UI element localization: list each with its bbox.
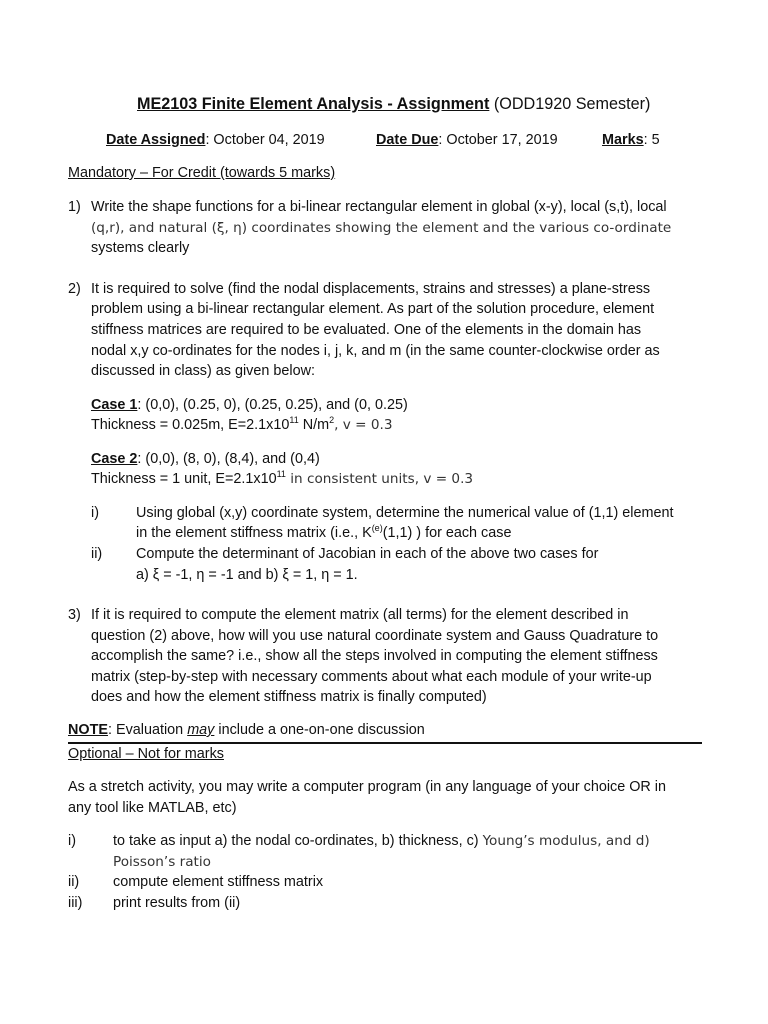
case-2-values: : (0,0), (8, 0), (8,4), and (0,4) xyxy=(137,451,320,467)
q3-number: 3) xyxy=(68,607,81,623)
q3-line-5: does and how the element stiffness matrix is finally computed) xyxy=(91,689,487,705)
q1-number: 1) xyxy=(68,199,81,215)
case-1-unit: N/m xyxy=(298,417,330,433)
q3-line-2: question (2) above, how will you use natural coordinate system and Gauss Quadrature to xyxy=(91,628,659,644)
note xyxy=(68,720,425,741)
case-2-label: Case 2 xyxy=(91,451,138,467)
q2-sub-i-superscript: (e) xyxy=(371,523,383,533)
case-2-exponent: 11 xyxy=(276,469,286,479)
date-due xyxy=(376,130,558,151)
optional-item-i xyxy=(113,831,650,852)
q3-line-3: accomplish the same? i.e., show all the steps involved in computing the element stiffness xyxy=(91,648,658,664)
case-1-coords xyxy=(91,395,408,416)
case-2-rest: in consistent units, v = 0.3 xyxy=(285,471,474,487)
section-divider xyxy=(68,742,702,744)
q2-line-3: stiffness matrices are required to be evaluated. One of the elements in the domain has xyxy=(91,322,642,338)
optional-line-1: As a stretch activity, you may write a computer program (in any language of your choice OR in xyxy=(68,779,667,795)
case-1-values: : (0,0), (0.25, 0), (0.25, 0.25), and (0, 0.25) xyxy=(137,397,408,413)
marks-value: : 5 xyxy=(643,132,660,148)
marks-label: Marks xyxy=(602,132,644,148)
q1-line-2: (q,r), and natural (ξ, η) coordinates showing the element and the various co-ordinate xyxy=(91,220,672,236)
date-due-label: Date Due xyxy=(376,132,439,148)
q2-sub-i-line-1: Using global (x,y) coordinate system, determine the numerical value of (1,1) element xyxy=(136,505,674,521)
optional-line-2: any tool like MATLAB, etc) xyxy=(68,800,237,816)
semester: (ODD1920 Semester) xyxy=(493,95,651,113)
q2-sub-i-number: i) xyxy=(91,505,99,521)
q1-line-3: systems clearly xyxy=(91,240,190,256)
q3-line-1: If it is required to compute the element matrix (all terms) for the element described in xyxy=(91,607,629,623)
page-title xyxy=(137,94,650,115)
optional-item-i-number: i) xyxy=(68,833,76,849)
q2-sub-ii-line-2: a) ξ = -1, η = -1 and b) ξ = 1, η = 1. xyxy=(136,567,358,583)
q2-line-4: nodal x,y co-ordinates for the nodes i, j, k, and m (in the same counter-clockwise order as xyxy=(91,343,660,359)
case-1-unit-exponent: 2 xyxy=(329,415,335,425)
case-2-coords xyxy=(91,449,320,470)
case-2-properties xyxy=(91,469,473,490)
q2-sub-ii-number: ii) xyxy=(91,546,103,562)
q2-sub-ii-line-1: Compute the determinant of Jacobian in each of the above two cases for xyxy=(136,546,599,562)
date-assigned-label: Date Assigned xyxy=(106,132,206,148)
q2-number: 2) xyxy=(68,281,81,297)
case-1-poisson: , v = 0.3 xyxy=(334,417,393,433)
q2-sub-i-text-b: (1,1) ) for each case xyxy=(382,525,512,541)
note-emphasis: may xyxy=(187,722,215,738)
q2-sub-i-line-2 xyxy=(136,523,511,544)
date-assigned xyxy=(106,130,325,151)
optional-item-ii-number: ii) xyxy=(68,874,80,890)
note-pre: : Evaluation xyxy=(107,722,188,738)
optional-heading: Optional – Not for marks xyxy=(68,746,224,762)
q2-line-1: It is required to solve (find the nodal displacements, strains and stresses) a plane-stress xyxy=(91,281,651,297)
optional-item-ii: compute element stiffness matrix xyxy=(113,874,324,890)
q1-line-1: Write the shape functions for a bi-linear rectangular element in global (x-y), local (s,t), local xyxy=(91,199,667,215)
marks xyxy=(602,130,660,151)
optional-item-i-text: to take as input a) the nodal co-ordinates, b) thickness, c) xyxy=(113,833,483,849)
optional-item-iii-number: iii) xyxy=(68,895,83,911)
q2-sub-i-text-a: in the element stiffness matrix (i.e., K xyxy=(136,525,372,541)
date-due-value: : October 17, 2019 xyxy=(438,132,558,148)
mandatory-heading: Mandatory – For Credit (towards 5 marks) xyxy=(68,165,336,181)
optional-item-i-cont: Poisson’s ratio xyxy=(113,854,211,870)
optional-item-i-alt: Young’s modulus, and d) xyxy=(482,833,650,849)
optional-item-iii: print results from (ii) xyxy=(113,895,241,911)
date-assigned-value: : October 04, 2019 xyxy=(205,132,325,148)
course-title: ME2103 Finite Element Analysis - Assignment xyxy=(137,95,490,113)
note-label: NOTE xyxy=(68,722,108,738)
q2-line-5: discussed in class) as given below: xyxy=(91,363,315,379)
case-1-thickness: Thickness = 0.025m, E=2.1x10 xyxy=(91,417,290,433)
case-1-label: Case 1 xyxy=(91,397,138,413)
note-post: include a one-on-one discussion xyxy=(214,722,425,738)
case-2-thickness: Thickness = 1 unit, E=2.1x10 xyxy=(91,471,277,487)
q2-line-2: problem using a bi-linear rectangular element. As part of the solution procedure, element xyxy=(91,301,655,317)
case-1-exponent: 11 xyxy=(289,415,299,425)
case-1-properties xyxy=(91,415,392,436)
q3-line-4: matrix (step-by-step with necessary comments about what each module of your write-up xyxy=(91,669,652,685)
